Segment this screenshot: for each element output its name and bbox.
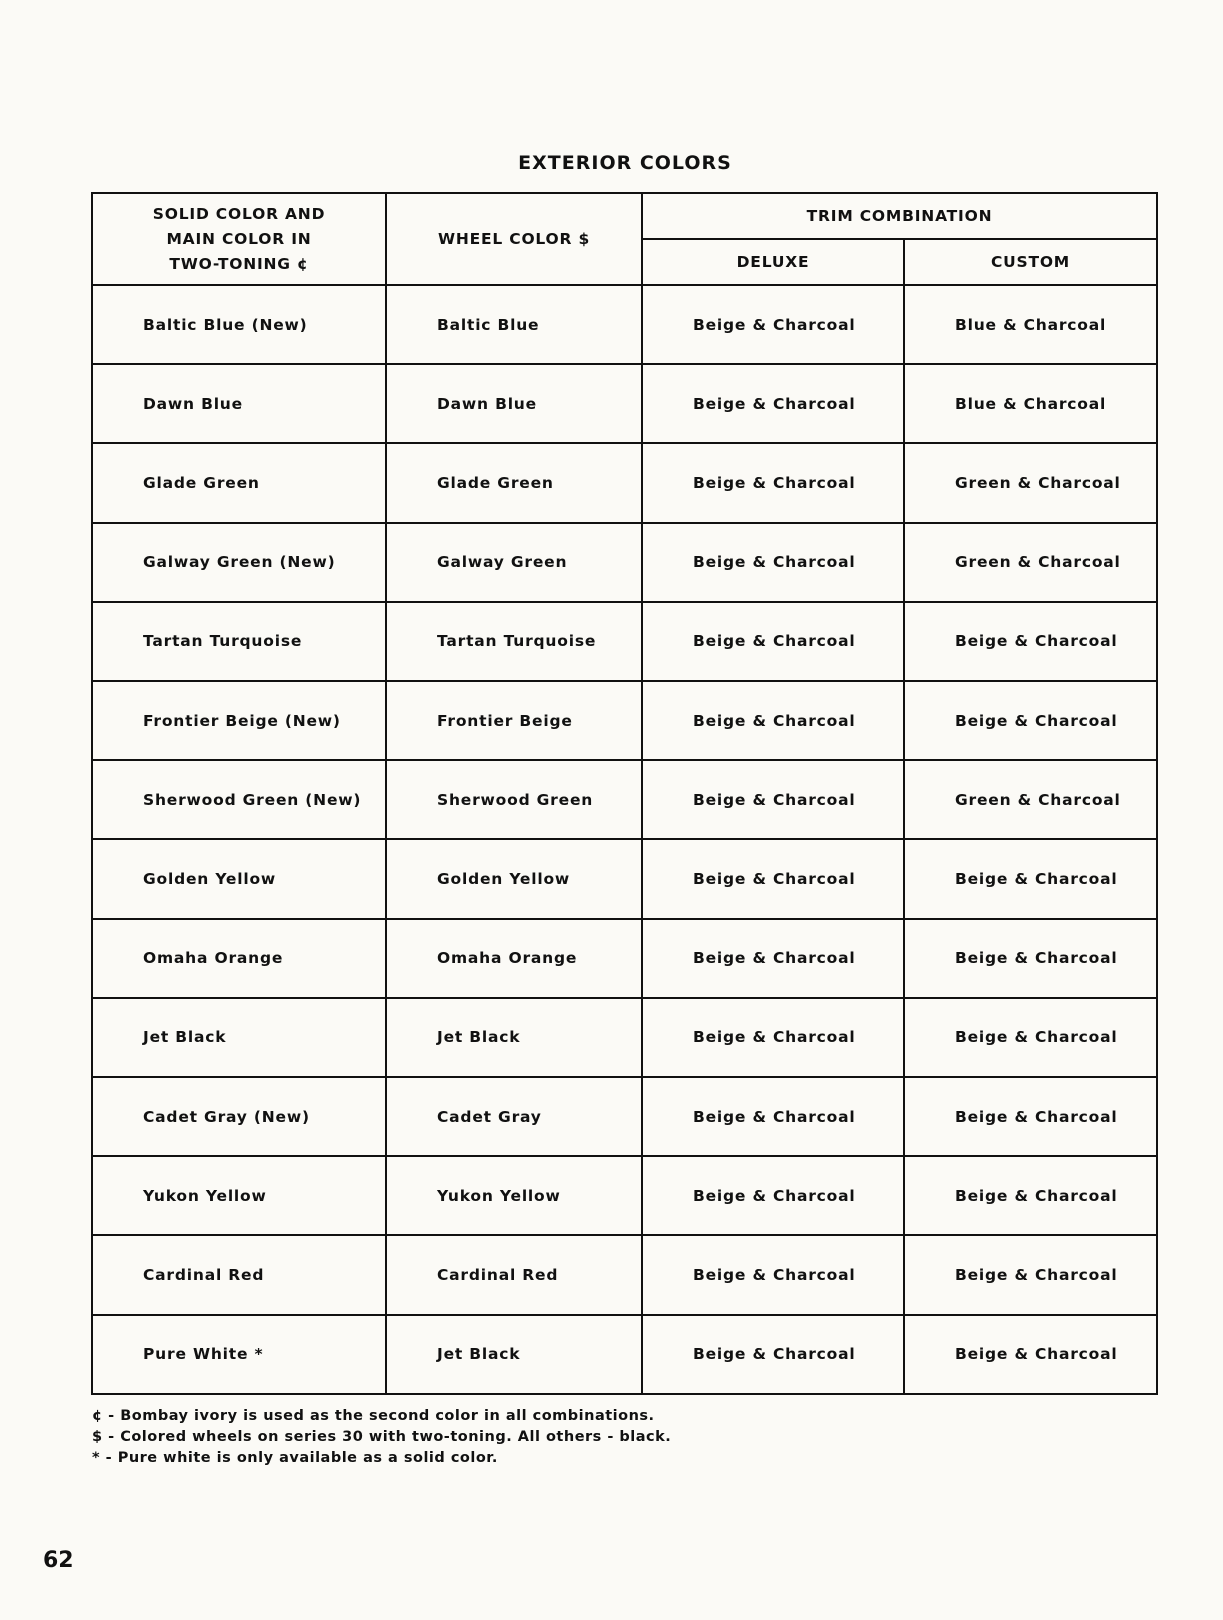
cell-custom: Beige & Charcoal (904, 998, 1157, 1077)
cell-deluxe: Beige & Charcoal (642, 1315, 904, 1394)
header-solid-color (92, 193, 386, 285)
table-row (92, 760, 1157, 839)
cell-deluxe: Beige & Charcoal (642, 998, 904, 1077)
cell-wheel: Jet Black (386, 998, 642, 1077)
table-row (92, 443, 1157, 522)
cell-wheel: Tartan Turquoise (386, 602, 642, 681)
cell-custom: Beige & Charcoal (904, 1077, 1157, 1156)
cell-color: Tartan Turquoise (92, 602, 386, 681)
cell-color: Jet Black (92, 998, 386, 1077)
cell-custom: Beige & Charcoal (904, 1235, 1157, 1314)
table-row (92, 839, 1157, 918)
footnote-cent: ¢ - Bombay ivory is used as the second color in all combinations. (92, 1408, 655, 1424)
cell-color: Omaha Orange (92, 919, 386, 998)
cell-wheel: Galway Green (386, 523, 642, 602)
footnotes (92, 1406, 671, 1469)
cell-custom: Beige & Charcoal (904, 839, 1157, 918)
cell-color: Sherwood Green (New) (92, 760, 386, 839)
header-trim-combination: TRIM COMBINATION (642, 193, 1157, 239)
cell-deluxe: Beige & Charcoal (642, 443, 904, 522)
table-row (92, 602, 1157, 681)
cell-color: Yukon Yellow (92, 1156, 386, 1235)
cell-deluxe: Beige & Charcoal (642, 364, 904, 443)
cell-deluxe: Beige & Charcoal (642, 1156, 904, 1235)
footnote-dollar: $ - Colored wheels on series 30 with two-toning. All others - black. (92, 1429, 672, 1445)
table-row (92, 1156, 1157, 1235)
header-custom: CUSTOM (904, 239, 1157, 285)
cell-custom: Beige & Charcoal (904, 1315, 1157, 1394)
cell-custom: Green & Charcoal (904, 443, 1157, 522)
cell-color: Golden Yellow (92, 839, 386, 918)
cell-wheel: Frontier Beige (386, 681, 642, 760)
cell-deluxe: Beige & Charcoal (642, 523, 904, 602)
cell-deluxe: Beige & Charcoal (642, 760, 904, 839)
cell-wheel: Jet Black (386, 1315, 642, 1394)
table-row (92, 998, 1157, 1077)
cell-wheel: Baltic Blue (386, 285, 642, 364)
cell-deluxe: Beige & Charcoal (642, 602, 904, 681)
header-solid-color-line-2: MAIN COLOR IN (166, 229, 312, 248)
cell-wheel: Cadet Gray (386, 1077, 642, 1156)
cell-color: Pure White * (92, 1315, 386, 1394)
cell-wheel: Golden Yellow (386, 839, 642, 918)
page-title: EXTERIOR COLORS (518, 152, 732, 174)
cell-wheel: Sherwood Green (386, 760, 642, 839)
cell-wheel: Dawn Blue (386, 364, 642, 443)
table-row (92, 1315, 1157, 1394)
cell-color: Glade Green (92, 443, 386, 522)
cell-custom: Blue & Charcoal (904, 285, 1157, 364)
cell-color: Baltic Blue (New) (92, 285, 386, 364)
table-row (92, 681, 1157, 760)
cell-color: Galway Green (New) (92, 523, 386, 602)
cell-custom: Blue & Charcoal (904, 364, 1157, 443)
table-row (92, 1235, 1157, 1314)
cell-deluxe: Beige & Charcoal (642, 285, 904, 364)
cell-deluxe: Beige & Charcoal (642, 1077, 904, 1156)
cell-deluxe: Beige & Charcoal (642, 919, 904, 998)
page-number: 62 (43, 1548, 74, 1573)
table-row (92, 919, 1157, 998)
cell-custom: Beige & Charcoal (904, 1156, 1157, 1235)
cell-color: Cardinal Red (92, 1235, 386, 1314)
cell-wheel: Yukon Yellow (386, 1156, 642, 1235)
exterior-colors-table (91, 192, 1158, 1395)
cell-wheel: Omaha Orange (386, 919, 642, 998)
cell-custom: Beige & Charcoal (904, 681, 1157, 760)
footnote-asterisk: * - Pure white is only available as a solid color. (92, 1450, 498, 1466)
cell-deluxe: Beige & Charcoal (642, 681, 904, 760)
cell-custom: Green & Charcoal (904, 523, 1157, 602)
header-solid-color-line-1: SOLID COLOR AND (152, 204, 326, 223)
cell-color: Cadet Gray (New) (92, 1077, 386, 1156)
cell-color: Dawn Blue (92, 364, 386, 443)
table-row (92, 523, 1157, 602)
table-row (92, 1077, 1157, 1156)
table-row (92, 285, 1157, 364)
header-wheel-color: WHEEL COLOR $ (386, 193, 642, 285)
header-deluxe: DELUXE (642, 239, 904, 285)
table-row (92, 364, 1157, 443)
header-solid-color-line-3: TWO-TONING ¢ (169, 254, 309, 273)
cell-wheel: Glade Green (386, 443, 642, 522)
cell-custom: Beige & Charcoal (904, 602, 1157, 681)
cell-custom: Green & Charcoal (904, 760, 1157, 839)
cell-wheel: Cardinal Red (386, 1235, 642, 1314)
cell-color: Frontier Beige (New) (92, 681, 386, 760)
cell-custom: Beige & Charcoal (904, 919, 1157, 998)
cell-deluxe: Beige & Charcoal (642, 839, 904, 918)
cell-deluxe: Beige & Charcoal (642, 1235, 904, 1314)
